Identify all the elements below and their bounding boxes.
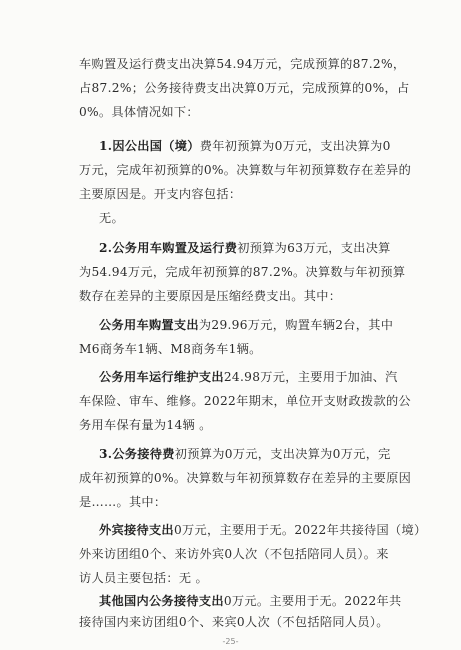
text-segment: 费年初预算为0万元，支出决算为0: [199, 139, 391, 153]
text-segment: 访人员主要包括：无 。: [79, 571, 209, 585]
text-segment: 0万元。主要用于无。2022年共: [223, 594, 402, 608]
text-line: [99, 138, 391, 154]
text-line: [79, 80, 409, 96]
text-line: [79, 417, 212, 433]
section-heading: 1.因公出国（境）: [99, 139, 200, 153]
text-line: [79, 186, 241, 202]
section-heading: 外宾接待支出: [99, 523, 174, 537]
text-segment: 是……。其中：: [79, 495, 167, 509]
section-heading: 其他国内公务接待支出: [99, 594, 224, 608]
text-segment: 万元，完成年初预算的0%。决算数与年初预算数存在差异的: [79, 163, 412, 177]
text-segment: 为29.96万元，购置车辆2台，其中: [198, 318, 394, 332]
text-segment: 占87.2%；公务接待费支出决算0万元，完成预算的0%，占: [79, 81, 410, 95]
text-segment: 0%。具体情况如下：: [79, 105, 199, 119]
text-segment: 24.98万元，主要用于加油、汽: [223, 370, 398, 384]
text-line: [79, 341, 262, 357]
text-line: [99, 210, 124, 226]
text-segment: 车保险、审车、维修。2022年期末，单位开支财政拨款的公: [79, 394, 411, 408]
text-line: [99, 446, 391, 462]
text-line: [79, 614, 389, 630]
text-line: [79, 162, 411, 178]
text-segment: 数存在差异的主要原因是压缩经费支出。其中：: [79, 289, 342, 303]
page-number: -25-: [222, 637, 239, 646]
section-heading: 3.公务接待费: [99, 447, 175, 461]
text-segment: M6商务车1辆、M8商务车1辆。: [79, 342, 262, 356]
text-segment: 初预算为63万元，支出决算: [237, 241, 391, 255]
text-segment: 无。: [99, 211, 124, 225]
section-heading: 2.公务用车购置及运行费: [99, 241, 238, 255]
text-segment: 车购置及运行费支出决算54.94万元，完成预算的87.2%，: [79, 57, 406, 71]
section-heading: 公务用车运行维护支出: [99, 370, 224, 384]
text-segment: 成年初预算的0%。决算数与年初预算数存在差异的主要原因: [79, 471, 412, 485]
text-line: [99, 369, 398, 385]
text-line: [79, 393, 411, 409]
text-segment: 为54.94万元，完成年初预算的87.2%。决算数与年初预算: [79, 265, 406, 279]
text-line: [79, 570, 208, 586]
text-line: [99, 593, 402, 609]
text-line: [79, 56, 405, 72]
text-line: [79, 288, 341, 304]
text-segment: 接待国内来访团组0个、来宾0人次（不包括陪同人员）。: [79, 615, 389, 629]
text-line: [79, 470, 411, 486]
text-line: [79, 546, 389, 562]
text-segment: 务用车保有量为14辆 。: [79, 418, 212, 432]
text-line: [79, 264, 405, 280]
text-segment: 主要原因是。开支内容包括：: [79, 187, 242, 201]
text-line: [99, 522, 427, 538]
text-line: [99, 317, 393, 333]
section-heading: 公务用车购置支出: [99, 318, 199, 332]
text-segment: 外来访团组0个、来访外宾0人次（不包括陪同人员）。来: [79, 547, 389, 561]
text-segment: 0万元，主要用于无。2022年共接待国（境）: [173, 523, 427, 537]
text-segment: 初预算为0万元，支出决算为0万元，完: [174, 447, 391, 461]
text-line: [99, 240, 391, 256]
text-line: [79, 104, 199, 120]
text-line: [79, 494, 166, 510]
